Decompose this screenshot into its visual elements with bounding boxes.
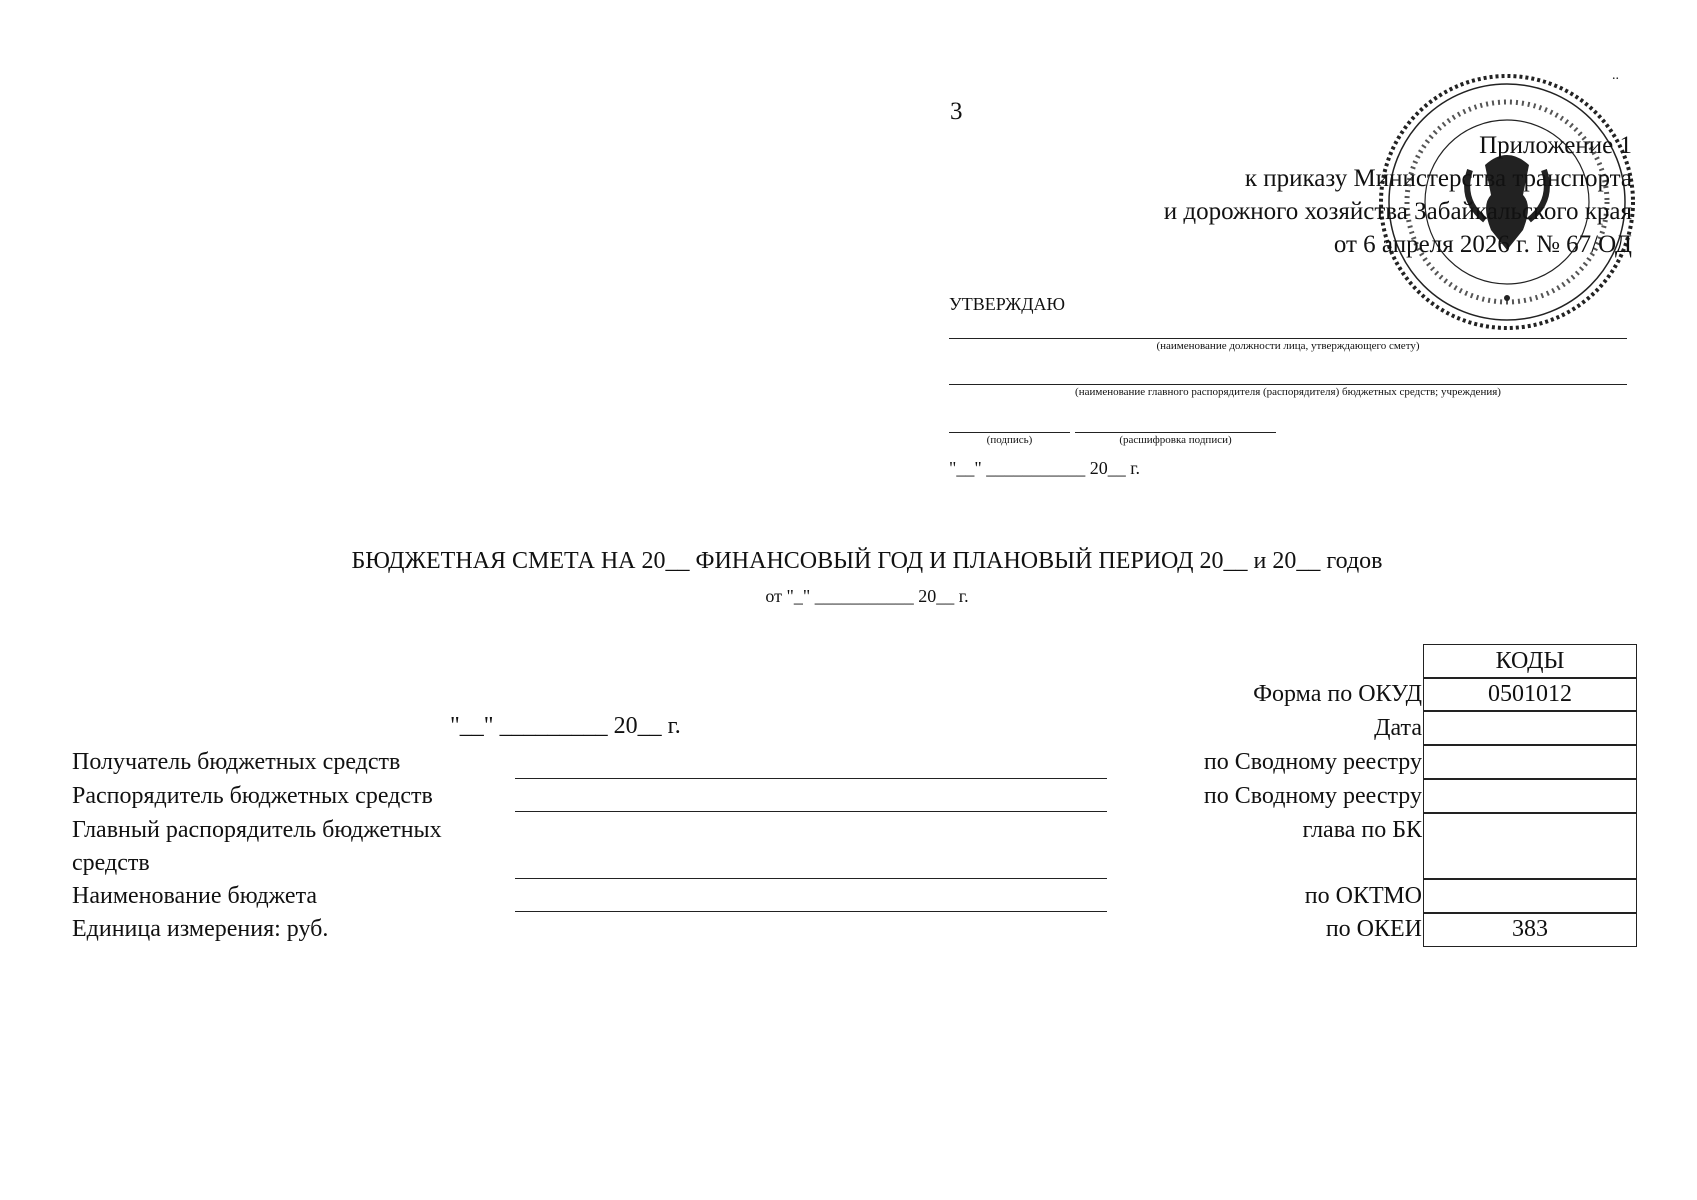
- label-okud: Форма по ОКУД: [1253, 681, 1422, 707]
- label-unit: Единица измерения: руб.: [72, 916, 329, 942]
- code-registry-manager: [1423, 778, 1637, 814]
- appendix-line-3: и дорожного хозяйства Забайкальского края: [1163, 198, 1632, 225]
- document-subtitle: от "_" ___________ 20__ г.: [765, 586, 969, 606]
- signature-line: [949, 432, 1070, 433]
- page-number: 3: [950, 98, 963, 125]
- label-chief-manager-cont: средств: [72, 850, 150, 876]
- label-date: Дата: [1374, 715, 1422, 741]
- document-title: БЮДЖЕТНАЯ СМЕТА НА 20__ ФИНАНСОВЫЙ ГОД И ПЛАНОВЫЙ ПЕРИОД 20__ и 20__ годов: [351, 548, 1383, 574]
- label-budget-name: Наименование бюджета: [72, 883, 318, 909]
- label-okei: по ОКЕИ: [1325, 916, 1422, 942]
- approve-date: "__" ___________ 20__ г.: [949, 458, 1141, 478]
- code-okud: 0501012: [1423, 677, 1637, 712]
- code-okei: 383: [1423, 912, 1637, 947]
- codes-header: КОДЫ: [1423, 644, 1637, 679]
- code-date: [1423, 710, 1637, 746]
- label-chapter-bk: глава по БК: [1302, 817, 1422, 843]
- position-line: [949, 338, 1627, 339]
- approve-title: УТВЕРЖДАЮ: [949, 294, 1066, 314]
- manager-field-line: [515, 811, 1107, 812]
- label-recipient: Получатель бюджетных средств: [72, 749, 401, 775]
- signature-caption: (подпись): [986, 434, 1033, 446]
- label-chief-manager: Главный распорядитель бюджетных: [72, 817, 442, 843]
- org-caption: (наименование главного распорядителя (распорядителя) бюджетных средств; учреждения): [1075, 386, 1501, 398]
- position-caption: (наименование должности лица, утверждающего смету): [1156, 340, 1420, 352]
- dots-mark: ..: [1612, 68, 1619, 83]
- appendix-line-2: к приказу Министерства транспорта: [1244, 165, 1632, 192]
- chief-manager-field-line: [515, 878, 1107, 879]
- label-manager: Распорядитель бюджетных средств: [72, 783, 433, 809]
- recipient-field-line: [515, 778, 1107, 779]
- budget-name-field-line: [515, 911, 1107, 912]
- appendix-line-1: Приложение 1: [1479, 132, 1632, 159]
- code-chapter-bk: [1423, 812, 1637, 880]
- appendix-line-4: от 6 апреля 2026 г. № 67/ОД: [1333, 231, 1632, 258]
- label-registry-2: по Сводному реестру: [1203, 783, 1422, 809]
- code-oktmo: [1423, 878, 1637, 914]
- label-registry-1: по Сводному реестру: [1203, 749, 1422, 775]
- form-date: "__" _________ 20__ г.: [450, 713, 681, 739]
- code-registry-recipient: [1423, 744, 1637, 780]
- org-line: [949, 384, 1627, 385]
- decoding-caption: (расшифровка подписи): [1119, 434, 1232, 446]
- decoding-line: [1075, 432, 1276, 433]
- label-oktmo: по ОКТМО: [1304, 883, 1422, 909]
